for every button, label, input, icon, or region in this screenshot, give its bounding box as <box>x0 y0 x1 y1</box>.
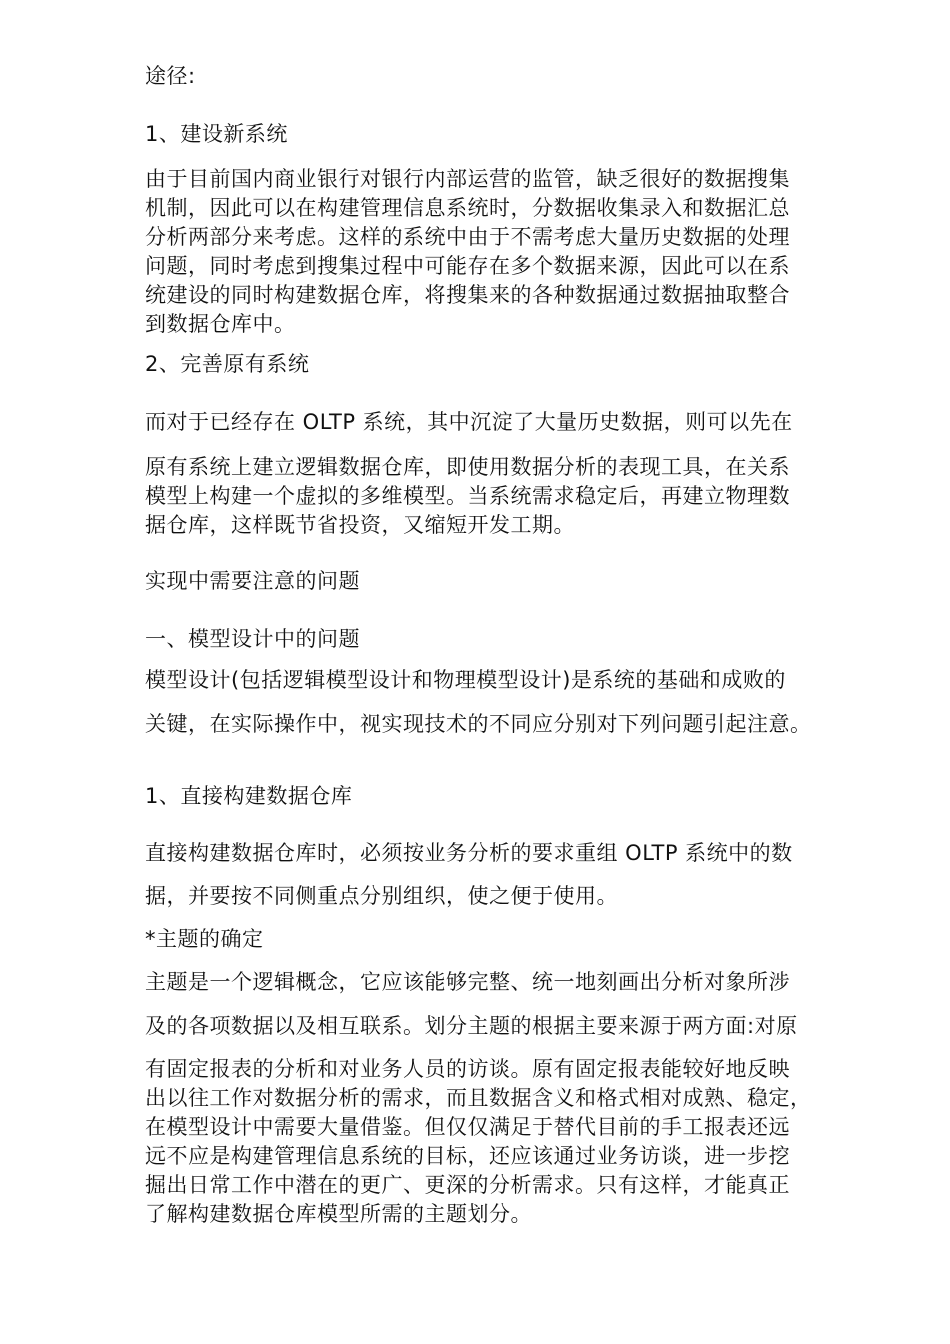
paragraph-line: 据仓库，这样既节省投资，又缩短开发工期。 <box>145 513 575 537</box>
heading-implementation-issues: 实现中需要注意的问题 <box>145 569 360 593</box>
heading-topic-determination: *主题的确定 <box>145 927 264 951</box>
paragraph-line: 而对于已经存在 OLTP 系统，其中沉淀了大量历史数据，则可以先在 <box>145 410 793 434</box>
paragraph-line: 在模型设计中需要大量借鉴。但仅仅满足于替代目前的手工报表还远 <box>145 1115 790 1139</box>
paragraph-line: 及的各项数据以及相互联系。划分主题的根据主要来源于两方面:对原 <box>145 1014 798 1038</box>
paragraph-line: 了解构建数据仓库模型所需的主题划分。 <box>145 1202 532 1226</box>
paragraph-line: 出以往工作对数据分析的需求，而且数据含义和格式相对成熟、稳定， <box>145 1086 812 1110</box>
paragraph-line: 分析两部分来考虑。这样的系统中由于不需考虑大量历史数据的处理 <box>145 225 790 249</box>
paragraph-line: 原有系统上建立逻辑数据仓库，即使用数据分析的表现工具，在关系 <box>145 455 790 479</box>
heading-improve-existing-system: 2、完善原有系统 <box>145 352 310 376</box>
section-label-approach: 途径: <box>145 64 196 88</box>
paragraph-line: 直接构建数据仓库时，必须按业务分析的要求重组 OLTP 系统中的数 <box>145 841 793 865</box>
paragraph-line: 主题是一个逻辑概念，它应该能够完整、统一地刻画出分析对象所涉 <box>145 970 790 994</box>
paragraph-line: 由于目前国内商业银行对银行内部运营的监管，缺乏很好的数据搜集 <box>145 167 790 191</box>
heading-direct-build-warehouse: 1、直接构建数据仓库 <box>145 784 353 808</box>
paragraph-line: 有固定报表的分析和对业务人员的访谈。原有固定报表能较好地反映 <box>145 1057 790 1081</box>
paragraph-line: 据，并要按不同侧重点分别组织，使之便于使用。 <box>145 884 618 908</box>
paragraph-line: 模型设计(包括逻辑模型设计和物理模型设计)是系统的基础和成败的 <box>145 668 786 692</box>
paragraph-line: 机制，因此可以在构建管理信息系统时，分数据收集录入和数据汇总 <box>145 196 790 220</box>
paragraph-line: 远不应是构建管理信息系统的目标，还应该通过业务访谈，进一步挖 <box>145 1144 790 1168</box>
heading-model-design-issues: 一、模型设计中的问题 <box>145 627 360 651</box>
paragraph-line: 问题，同时考虑到搜集过程中可能存在多个数据来源，因此可以在系 <box>145 254 790 278</box>
heading-build-new-system: 1、建设新系统 <box>145 122 288 146</box>
paragraph-line: 模型上构建一个虚拟的多维模型。当系统需求稳定后，再建立物理数 <box>145 484 790 508</box>
paragraph-line: 统建设的同时构建数据仓库，将搜集来的各种数据通过数据抽取整合 <box>145 283 790 307</box>
paragraph-line: 到数据仓库中。 <box>145 312 296 336</box>
paragraph-line: 关键，在实际操作中，视实现技术的不同应分别对下列问题引起注意。 <box>145 712 812 736</box>
paragraph-line: 掘出日常工作中潜在的更广、更深的分析需求。只有这样，才能真正 <box>145 1173 790 1197</box>
